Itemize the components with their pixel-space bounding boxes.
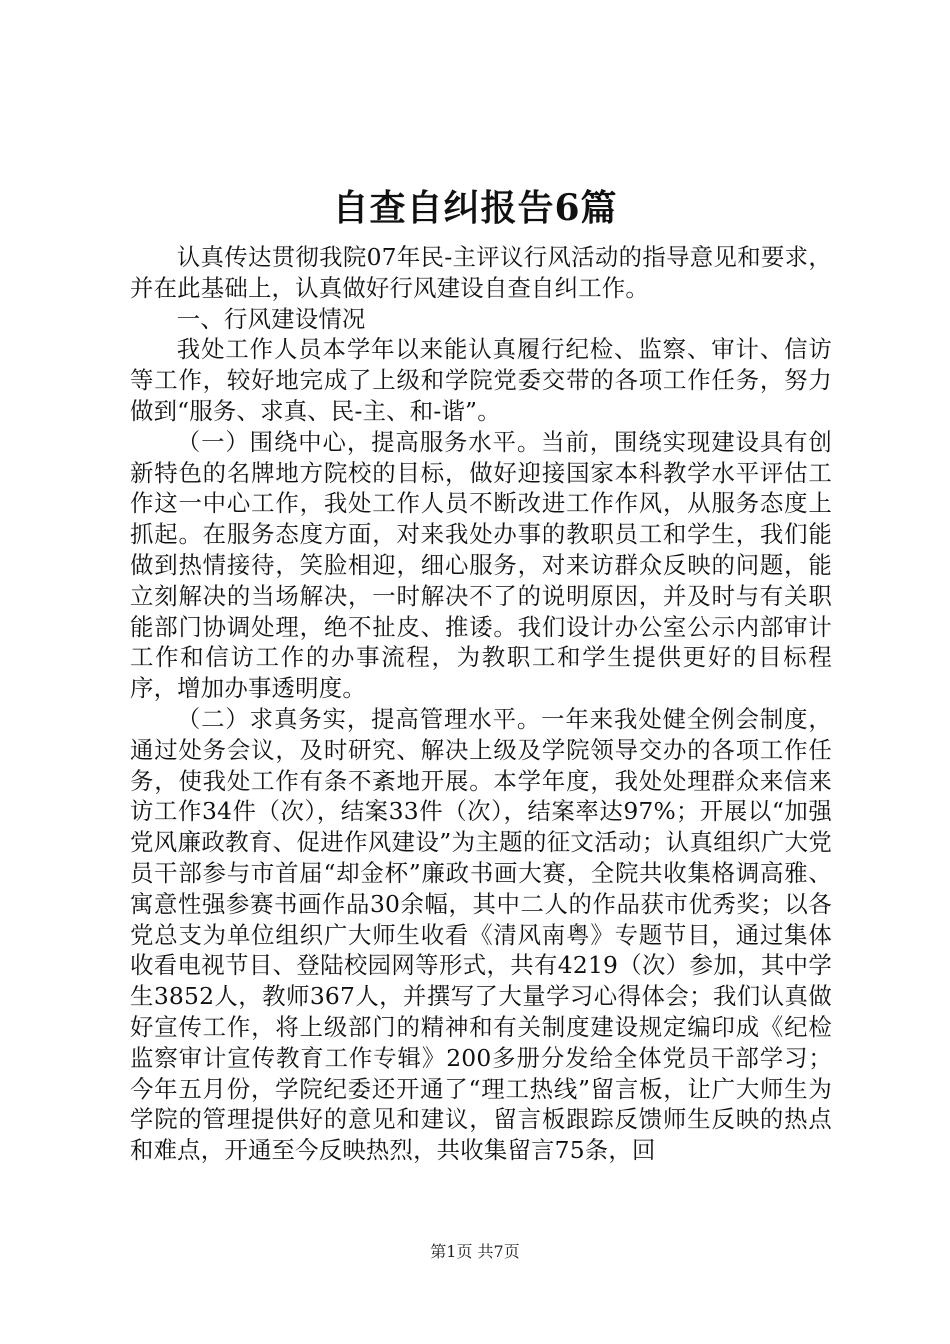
- paragraph-service: （一）围绕中心，提高服务水平。当前，围绕实现建设具有创新特色的名牌地方院校的目标，做好迎接国家本科教学水平评估工作这一中心工作，我处工作人员不断改进工作作风，从服务态度上抓起。在服务态度方面，对来我处办事的教职员工和学生，我们能做到热情接待，笑脸相迎，细心服务，对来访群众反映的问题，能立刻解决的当场解决，一时解决不了的说明原因，并及时与有关职能部门协调处理，绝不扯皮、推诿。我们设计办公室公示内部审计工作和信访工作的办事流程，为教职工和学生提供更好的目标程序，增加办事透明度。: [130, 427, 832, 703]
- paragraph-management: （二）求真务实，提高管理水平。一年来我处健全例会制度，通过处务会议，及时研究、解决上级及学院领导交办的各项工作任务，使我处工作有条不紊地开展。本学年度，我处处理群众来信来访工作34件（次），结案33件（次），结案率达97%；开展以“加强党风廉政教育、促进作风建设”为主题的征文活动；认真组织广大党员干部参与市首届“却金杯”廉政书画大赛，全院共收集格调高雅、寓意性强参赛书画作品30余幅，其中二人的作品获市优秀奖；以各党总支为单位组织广大师生收看《清风南粤》专题节目，通过集体收看电视节目、登陆校园网等形式，共有4219（次）参加，其中学生3852人，教师367人，并撰写了大量学习心得体会；我们认真做好宣传工作，将上级部门的精神和有关制度建设规定编印成《纪检监察审计宣传教育工作专辑》200多册分发给全体党员干部学习；今年五月份，学院纪委还开通了“理工热线”留言板，让广大师生为学院的管理提供好的意见和建议，留言板跟踪反馈师生反映的热点和难点，开通至今反映热烈，共收集留言75条，回: [130, 704, 832, 1165]
- paragraph-overview: 我处工作人员本学年以来能认真履行纪检、监察、审计、信访等工作，较好地完成了上级和学院党委交带的各项工作任务，努力做到“服务、求真、民-主、和-谐”。: [130, 335, 832, 425]
- section-heading: 一、行风建设情况: [176, 304, 366, 333]
- page-title: 自查自纠报告6篇: [332, 187, 618, 229]
- paragraph-intro: 认真传达贯彻我院07年民-主评议行风活动的指导意见和要求，并在此基础上，认真做好行风建设自查自纠工作。: [130, 243, 832, 302]
- page-footer: 第1页 共7页: [430, 1242, 520, 1261]
- document-body: [130, 242, 832, 1166]
